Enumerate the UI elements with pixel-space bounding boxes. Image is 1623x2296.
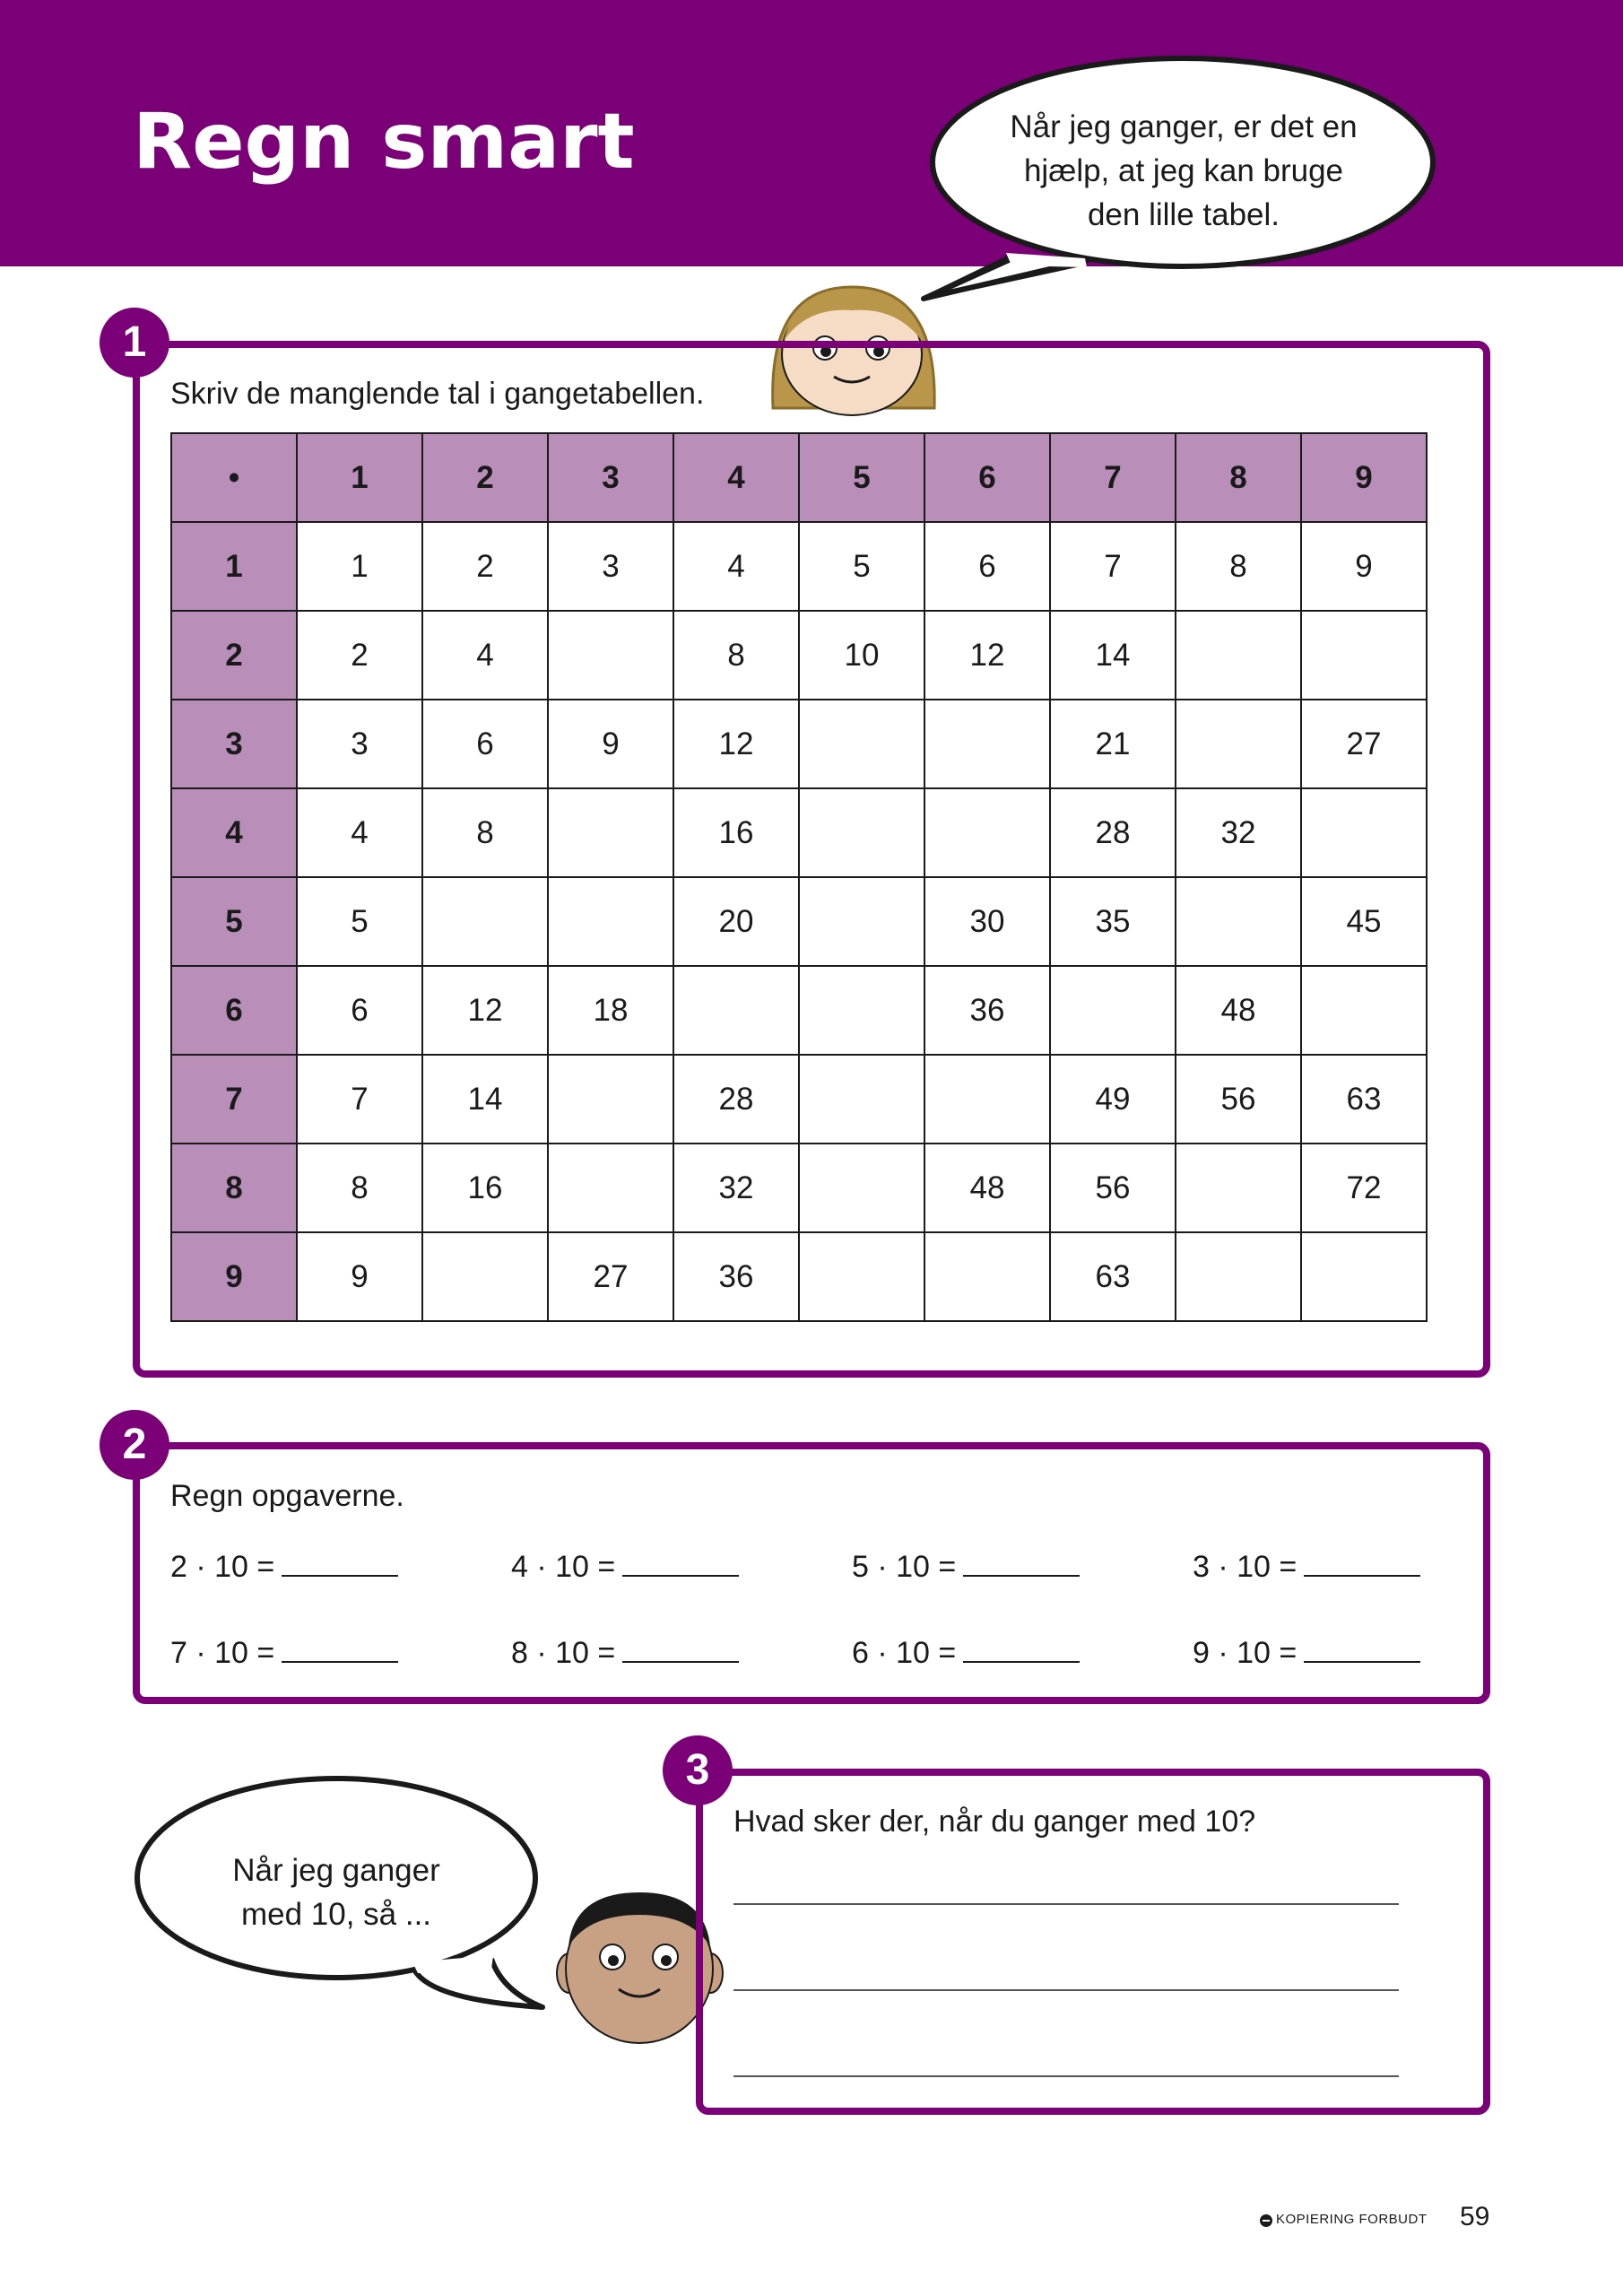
empty-answer-cell[interactable] xyxy=(548,788,673,877)
empty-answer-cell[interactable] xyxy=(799,1144,924,1232)
table-cell: 6 xyxy=(422,700,548,788)
table-cell: 48 xyxy=(924,1144,1050,1232)
empty-answer-cell[interactable] xyxy=(1301,788,1427,877)
table-cell: 14 xyxy=(422,1055,548,1144)
table-row xyxy=(171,1144,1427,1232)
multiplication-table xyxy=(170,432,1428,1322)
table-cell: 7 xyxy=(297,1055,422,1144)
row-header: 4 xyxy=(171,788,297,877)
empty-answer-cell[interactable] xyxy=(1176,1144,1301,1232)
empty-answer-cell[interactable] xyxy=(1050,966,1176,1055)
table-row xyxy=(171,788,1427,877)
table-cell: 56 xyxy=(1176,1055,1301,1144)
empty-answer-cell[interactable] xyxy=(799,788,924,877)
bubble-line: med 10, så ... xyxy=(240,1897,432,1932)
empty-answer-cell[interactable] xyxy=(548,611,673,700)
answer-blank[interactable] xyxy=(1304,1552,1420,1577)
table-row xyxy=(171,700,1427,788)
answer-blank[interactable] xyxy=(282,1638,398,1663)
table-row xyxy=(171,611,1427,700)
answer-line[interactable] xyxy=(733,1903,1399,1905)
table-cell: 2 xyxy=(297,611,422,700)
table-cell: 12 xyxy=(924,611,1050,700)
table-cell: 16 xyxy=(422,1144,548,1232)
table-cell: 28 xyxy=(1050,788,1176,877)
table-row xyxy=(171,522,1427,611)
table-cell: 8 xyxy=(297,1144,422,1232)
empty-answer-cell[interactable] xyxy=(1301,966,1427,1055)
answer-line[interactable] xyxy=(733,2075,1399,2077)
equation xyxy=(1193,1550,1420,1585)
empty-answer-cell[interactable] xyxy=(548,1055,673,1144)
equation-text: 7 · 10 = xyxy=(170,1636,275,1670)
column-header: 7 xyxy=(1050,433,1176,522)
equation xyxy=(1193,1636,1420,1671)
empty-answer-cell[interactable] xyxy=(799,966,924,1055)
page-number: 59 xyxy=(1460,2202,1490,2231)
empty-answer-cell[interactable] xyxy=(422,877,548,966)
table-cell: 36 xyxy=(673,1232,799,1321)
empty-answer-cell[interactable] xyxy=(1301,611,1427,700)
table-cell: 36 xyxy=(924,966,1050,1055)
empty-answer-cell[interactable] xyxy=(1176,700,1301,788)
empty-answer-cell[interactable] xyxy=(1176,611,1301,700)
table-cell: 12 xyxy=(422,966,548,1055)
table-cell: 28 xyxy=(673,1055,799,1144)
task-1-number: 1 xyxy=(100,308,169,378)
table-cell: 45 xyxy=(1301,877,1427,966)
copyright-notice: KOPIERING FORBUDT xyxy=(1276,2212,1428,2227)
page-title: Regn smart xyxy=(133,97,635,187)
equation xyxy=(170,1550,398,1585)
equation-text: 6 · 10 = xyxy=(852,1636,957,1670)
row-header: 1 xyxy=(171,522,297,611)
table-cell: 63 xyxy=(1050,1232,1176,1321)
bubble-line: hjælp, at jeg kan bruge xyxy=(1023,153,1344,188)
table-cell: 18 xyxy=(548,966,673,1055)
empty-answer-cell[interactable] xyxy=(924,1232,1050,1321)
table-row xyxy=(171,1055,1427,1144)
equation xyxy=(511,1550,739,1585)
equation-text: 4 · 10 = xyxy=(511,1550,616,1584)
equation xyxy=(170,1636,398,1671)
column-header: 5 xyxy=(799,433,924,522)
table-cell: 5 xyxy=(297,877,422,966)
empty-answer-cell[interactable] xyxy=(422,1232,548,1321)
answer-blank[interactable] xyxy=(622,1552,739,1577)
answer-line[interactable] xyxy=(733,1989,1399,1991)
table-cell: 35 xyxy=(1050,877,1176,966)
table-cell: 14 xyxy=(1050,611,1176,700)
table-cell: 32 xyxy=(673,1144,799,1232)
empty-answer-cell[interactable] xyxy=(924,1055,1050,1144)
table-cell: 9 xyxy=(548,700,673,788)
empty-answer-cell[interactable] xyxy=(1176,877,1301,966)
table-cell: 32 xyxy=(1176,788,1301,877)
empty-answer-cell[interactable] xyxy=(799,700,924,788)
equation-text: 2 · 10 = xyxy=(170,1550,275,1584)
answer-blank[interactable] xyxy=(963,1638,1080,1663)
table-cell: 63 xyxy=(1301,1055,1427,1144)
table-cell: 1 xyxy=(297,522,422,611)
equation-text: 8 · 10 = xyxy=(511,1636,616,1670)
answer-blank[interactable] xyxy=(622,1638,739,1663)
task-3-question: Hvad sker der, når du ganger med 10? xyxy=(733,1805,1256,1839)
table-row xyxy=(171,966,1427,1055)
table-row xyxy=(171,877,1427,966)
equation-text: 9 · 10 = xyxy=(1193,1636,1298,1670)
equation-text: 3 · 10 = xyxy=(1193,1550,1298,1584)
column-header: 3 xyxy=(548,433,673,522)
empty-answer-cell[interactable] xyxy=(799,1232,924,1321)
task-3-number: 3 xyxy=(663,1735,733,1805)
table-cell: 6 xyxy=(924,522,1050,611)
task-1-instruction: Skriv de manglende tal i gangetabellen. xyxy=(170,377,705,411)
column-header: 9 xyxy=(1301,433,1427,522)
column-header: 1 xyxy=(297,433,422,522)
table-cell: 6 xyxy=(297,966,422,1055)
table-cell: 9 xyxy=(297,1232,422,1321)
column-header: 6 xyxy=(924,433,1050,522)
table-cell: 9 xyxy=(1301,522,1427,611)
table-cell: 49 xyxy=(1050,1055,1176,1144)
row-header: 8 xyxy=(171,1144,297,1232)
table-cell: 7 xyxy=(1050,522,1176,611)
table-row xyxy=(171,1232,1427,1321)
column-header: 8 xyxy=(1176,433,1301,522)
row-header: 3 xyxy=(171,700,297,788)
table-cell: 12 xyxy=(673,700,799,788)
empty-answer-cell[interactable] xyxy=(799,1055,924,1144)
table-corner-cell: • xyxy=(171,433,297,522)
table-cell: 10 xyxy=(799,611,924,700)
table-cell: 2 xyxy=(422,522,548,611)
table-cell: 3 xyxy=(548,522,673,611)
table-cell: 8 xyxy=(673,611,799,700)
speech-bubble-top-text xyxy=(968,105,1399,237)
empty-answer-cell[interactable] xyxy=(924,700,1050,788)
table-cell: 27 xyxy=(1301,700,1427,788)
table-cell: 56 xyxy=(1050,1144,1176,1232)
table-cell: 4 xyxy=(297,788,422,877)
speech-bubble-bottom-text xyxy=(179,1848,493,1936)
empty-answer-cell[interactable] xyxy=(799,877,924,966)
table-cell: 20 xyxy=(673,877,799,966)
table-cell: 48 xyxy=(1176,966,1301,1055)
empty-answer-cell[interactable] xyxy=(548,877,673,966)
answer-blank[interactable] xyxy=(963,1552,1080,1577)
column-header: 2 xyxy=(422,433,548,522)
equation xyxy=(852,1636,1080,1671)
answer-blank[interactable] xyxy=(282,1552,398,1577)
equation xyxy=(852,1550,1080,1585)
table-cell: 21 xyxy=(1050,700,1176,788)
table-header-row xyxy=(171,433,1427,522)
row-header: 5 xyxy=(171,877,297,966)
equation-text: 5 · 10 = xyxy=(852,1550,957,1584)
table-cell: 4 xyxy=(422,611,548,700)
task-2-instruction: Regn opgaverne. xyxy=(170,1479,404,1513)
empty-answer-cell[interactable] xyxy=(924,788,1050,877)
column-header: 4 xyxy=(673,433,799,522)
table-cell: 3 xyxy=(297,700,422,788)
row-header: 9 xyxy=(171,1232,297,1321)
bubble-line: Når jeg ganger, er det en xyxy=(1010,109,1358,144)
table-cell: 27 xyxy=(548,1232,673,1321)
bubble-line: Når jeg ganger xyxy=(232,1853,440,1888)
table-cell: 30 xyxy=(924,877,1050,966)
empty-answer-cell[interactable] xyxy=(1301,1232,1427,1321)
empty-answer-cell[interactable] xyxy=(548,1144,673,1232)
row-header: 6 xyxy=(171,966,297,1055)
row-header: 7 xyxy=(171,1055,297,1144)
equation xyxy=(511,1636,739,1671)
task-2-number: 2 xyxy=(100,1410,169,1480)
answer-blank[interactable] xyxy=(1304,1638,1420,1663)
table-cell: 16 xyxy=(673,788,799,877)
empty-answer-cell[interactable] xyxy=(1176,1232,1301,1321)
table-cell: 72 xyxy=(1301,1144,1427,1232)
empty-answer-cell[interactable] xyxy=(673,966,799,1055)
table-cell: 8 xyxy=(422,788,548,877)
bubble-line: den lille tabel. xyxy=(1087,197,1280,232)
table-cell: 5 xyxy=(799,522,924,611)
table-cell: 8 xyxy=(1176,522,1301,611)
row-header: 2 xyxy=(171,611,297,700)
table-cell: 4 xyxy=(673,522,799,611)
